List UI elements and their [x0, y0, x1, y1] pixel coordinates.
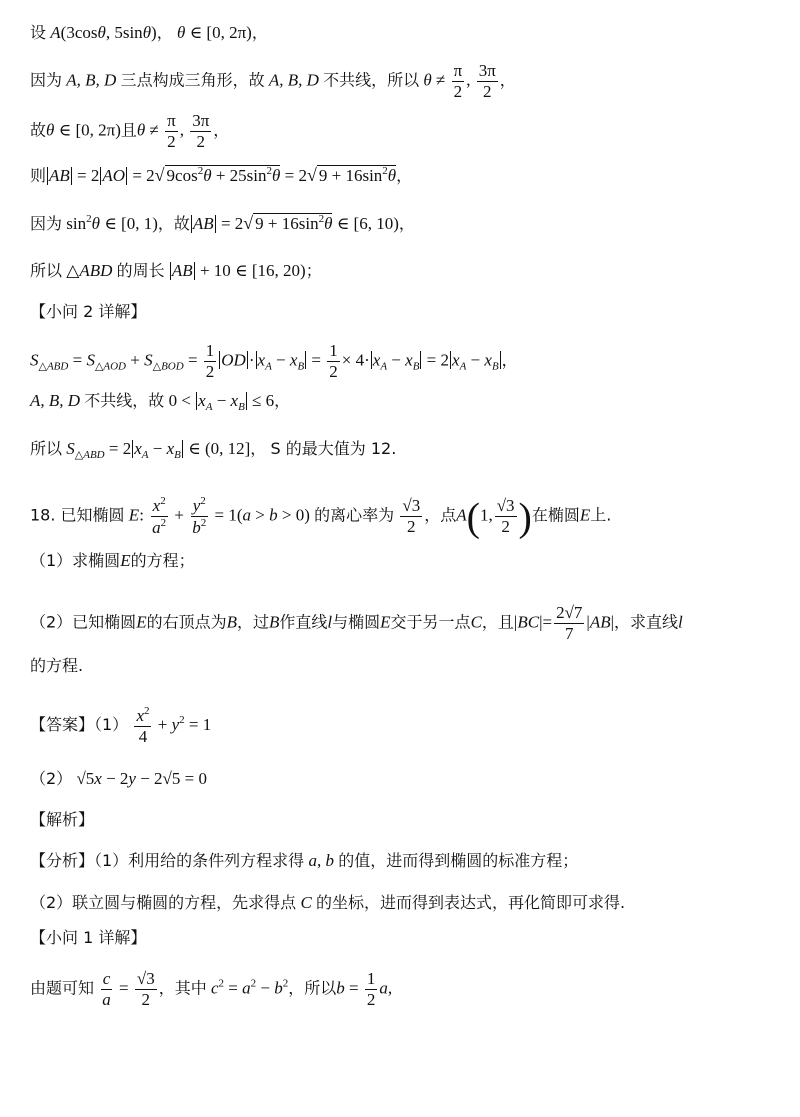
text-line-10: 所以 $S_{\triangle ABD} = 2$ $x_A - x_B$ ∈ (0, 12]， S 的最大值为 12.	[30, 439, 397, 461]
problem-18-part-2: （2）已知椭圆E的右顶点为B，过B作直线l与椭圆E交于另一点C，且|BC|= $\frac{2√7}{7}$ |AB|，求直线l	[30, 603, 683, 643]
text-line-5: 因为 $\sin^2\theta$ ∈ [0, 1)，故 AB = 2√ $9 + 16\sin^2\theta$ ∈ [6, 10)，	[30, 213, 415, 233]
text-line-2: 因为 A, B, D 三点构成三角形，故 A, B, D 不共线，所以 θ ≠ $\frac{\pi}{2}$ , $\frac{3\pi}{2}$ ，	[30, 61, 516, 101]
text-line-9: A, B, D 不共线，故 $0 < x_A - x_B \le 6$，	[30, 391, 291, 413]
text-line-6: 所以 △ABD 的周长 AB + 10 ∈ [16, 20)；	[30, 261, 322, 280]
text-line-final: 由题可知 $\frac{c}{a}$ = $\frac{√3}{2}$ ，其中 $c^2 = a^2 - b^2$，所以b = $\frac{1}{2}$ a,	[30, 969, 393, 1009]
problem-18-part-2-cont: 的方程.	[30, 656, 84, 675]
solution-heading: 【解析】	[30, 810, 95, 829]
problem-18-statement: 18. 已知椭圆 E: $\frac{x^2}{a^2}$ + $\frac{y^2}{b^2}$ = 1(a > b > 0) 的离心率为 $\frac{√3}{2}$ ，点A(1, $\frac{√3}{2}$ )在椭圆E上.	[30, 494, 612, 540]
section-heading-1: 【小问 1 详解】	[30, 928, 147, 947]
problem-18-part-1: （1）求椭圆E的方程；	[30, 551, 195, 570]
text-line-1: 设 A(3cosθ, 5sinθ)， θ ∈ [0, 2π)，	[30, 23, 268, 42]
text-line-4: 则 AB = 2 AO = 2√ $9\cos^2\theta + 25\sin^2\theta = 2√$ $9 + 16\sin^2\theta$，	[30, 165, 413, 185]
analysis-2: （2）联立圆与椭圆的方程，先求得点 C 的坐标，进而得到表达式，再化简即可求得.	[30, 893, 626, 912]
answer-2: （2） √5x − 2y − 2√5 = 0	[30, 769, 207, 788]
analysis-1: 【分析】（1）利用给的条件列方程求得 a, b 的值，进而得到椭圆的标准方程；	[30, 851, 579, 870]
section-heading-2: 【小问 2 详解】	[30, 302, 147, 321]
text-line-3: 故θ ∈ [0, 2π)且θ ≠ $\frac{\pi}{2}$ , $\frac{3\pi}{2}$ ，	[30, 111, 230, 151]
answer-1: 【答案】（1） $\frac{x^2}{4}$ + $y^2 = 1$	[30, 705, 212, 746]
text-line-8: $S_{\triangle ABD} = S_{\triangle AOD} + S_{\triangle BOD}$ = $\frac{1}{2}$ OD · $x_A - x_B$ = $\frac{1}{2}$ × $4\cdot x_A - x_B = 2$ $x_A - x_B$ ，	[30, 341, 518, 381]
